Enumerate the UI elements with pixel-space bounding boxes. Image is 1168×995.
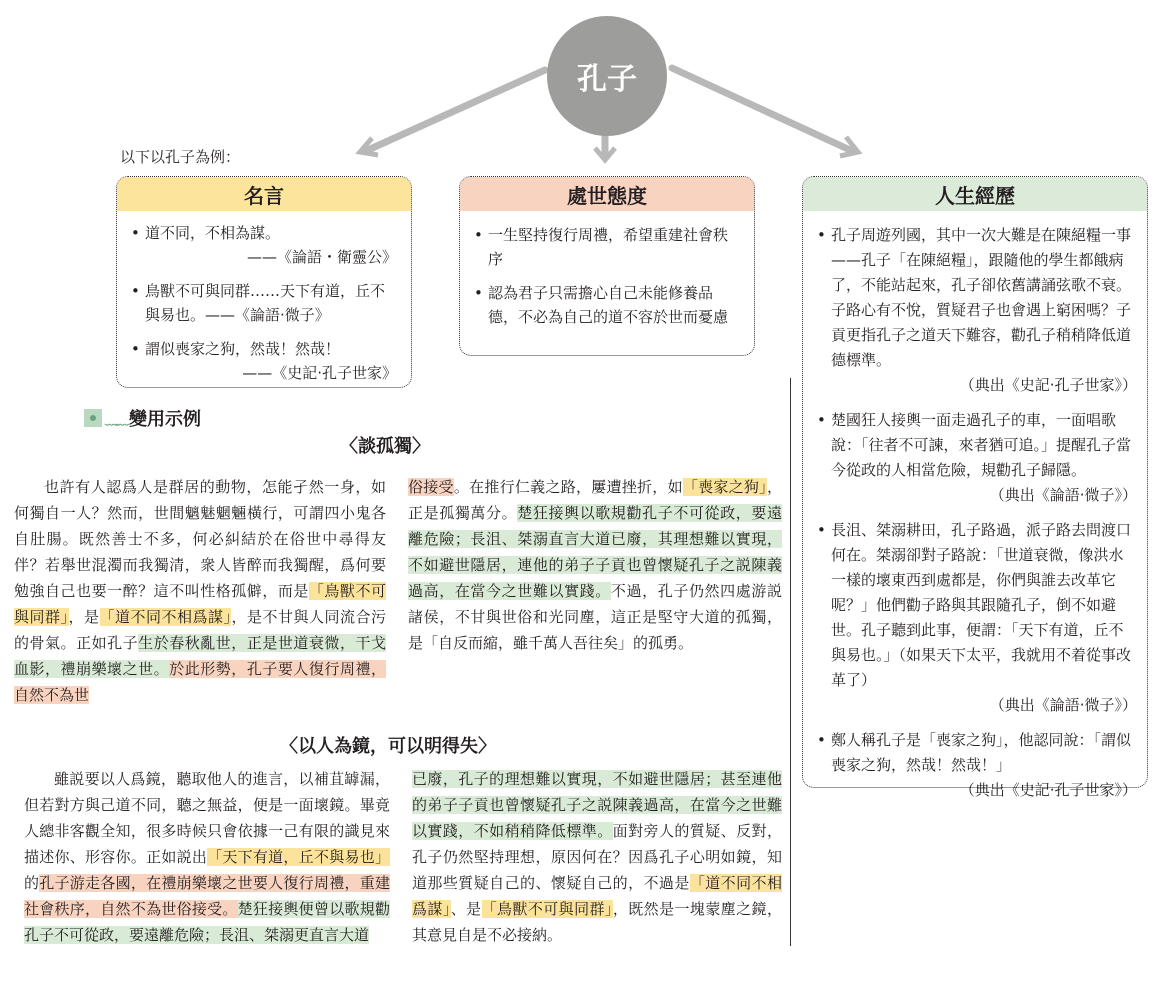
highlight-quote: 「鳥獸不可與同群」 (481, 900, 613, 918)
essay2-column-left: 雖説要以人爲鏡，聽取他人的進言，以補苴罅漏，但若對方與己道不同，聽之無益，便是一面壞鏡。畢竟人總非客觀全知，很多時候只會依據一己有限的識見來描述你、形容你。正如説出「天下有道，丘不與易也」的孔子游走各國，在禮崩樂壞之世要人復行周禮，重建社會秩序，自然不為世俗接受。楚狂接輿便曾以歌規勸孔子不可從政，要遠離危險；長沮、桀溺更直言大道 (24, 770, 390, 944)
highlight-quote: 「天下有道，丘不與易也」 (207, 848, 390, 866)
quote-item: • 道不同，不相為謀。 ——《論語・衛靈公》 (131, 221, 397, 269)
essay1-column-right: 俗接受。在推行仁義之路，屢遭挫折，如「喪家之狗」，正是孤獨萬分。楚狂接輿以歌規勸孔子不可從政，要遠離危險；長沮、桀溺直言大道已廢，其理想難以實現，不如避世隱居，連他的弟子子貢也曾懷疑孔子之説陳義過高，在當今之世難以實踐。不過，孔子仍然四處游説諸侯，不甘與世俗和光同塵，這正是堅守大道的孤獨，是「自反而縮，雖千萬人吾往矣」的孤勇。 (408, 478, 782, 652)
highlight-attitude: 俗接受 (408, 478, 454, 496)
center-topic-title: 孔子 (577, 62, 637, 97)
quote-item: • 鳥獸不可與同群……天下有道，丘不與易也。——《論語‧微子》 (131, 279, 397, 327)
wave-icon: ﹏﹏ (105, 412, 128, 428)
column-divider (790, 378, 791, 946)
highlight-quote: 「鳥獸不可與同群」 (14, 582, 386, 626)
life-item: • 鄭人稱孔子是「喪家之狗」，他認同說：「謂似喪家之狗，然哉！然哉！」 （典出《史記‧孔子世家》） (817, 728, 1137, 803)
life-item: • 孔子周遊列國，其中一次大難是在陳絕糧一事——孔子「在陳絕糧」，跟隨他的學生都餓病了，不能站起來，孔子卻依舊講誦弦歌不衰。子路心有不悅，質疑君子也會遇上窮困嗎？子貢更指孔子之道天下難容，勸孔子稍稍降低道德標準。 （典出《史記‧孔子世家》） (817, 223, 1137, 398)
life-source: （典出《論語‧微子》） (989, 486, 1137, 504)
attitude-card (459, 176, 755, 356)
highlight-attitude: 於此形勢，孔子要人復行周禮，自然不為世 (14, 660, 386, 704)
highlight-quote: 「道不同不相爲謀」 (412, 874, 782, 918)
life-card-title: 人生經歷 (803, 177, 1147, 211)
life-source: （典出《史記‧孔子世家》） (959, 781, 1137, 799)
highlight-quote: 「喪家之狗」 (682, 478, 767, 496)
section-marker-icon (84, 409, 102, 427)
quote-source: ——《史記‧孔子世家》 (242, 364, 397, 382)
highlight-quote: 「道不同不相爲謀」 (99, 608, 232, 626)
attitude-item: • 一生堅持復行周禮，希望重建社會秩序 (474, 223, 742, 271)
intro-text: 以下以孔子為例： (120, 148, 241, 166)
highlight-life: 楚狂接輿以歌規勸孔子不可從政，要遠離危險；長沮、桀溺直言大道已廢，其理想難以實現，不如避世隱居，連他的弟子子貢也曾懷疑孔子之説陳義過高，在當今之世難以實踐。 (408, 504, 782, 600)
essay1-title: 〈談孤獨〉 (340, 436, 430, 457)
quote-item: • 謂似喪家之狗，然哉！然哉！ ——《史記‧孔子世家》 (131, 337, 397, 385)
highlight-attitude: 孔子游走各國，在禮崩樂壞之世要人復行周禮，重建社會秩序，自然不為世俗接受。 (24, 874, 390, 918)
life-source: （典出《史記‧孔子世家》） (959, 376, 1137, 394)
essay1-column-left: 也許有人認爲人是群居的動物，怎能孑然一身，如何獨自一人？然而，世間魑魅魍魎橫行，可謂四小鬼各自肚腸。既然善士不多，何必糾結於在俗世中尋得友伴？若舉世混濁而我獨清，衆人皆醉而我獨醒，爲何要勉強自己也要一醉？這不叫性格孤僻，而是「鳥獸不可與同群」，是「道不同不相爲謀」，是不甘與人同流合污的骨氣。正如孔子生於春秋亂世，正是世道衰微，干戈血影，禮崩樂壞之世。於此形勢，孔子要人復行周禮，自然不為世 (14, 478, 386, 704)
center-topic-circle (547, 16, 667, 136)
highlight-life: 已廢，孔子的理想難以實現，不如避世隱居；甚至連他的弟子子貢也曾懷疑孔子之説陳義過高，在當今之世難以實踐，不如稍稍降低標準。 (412, 770, 782, 840)
quotes-card (116, 176, 412, 388)
essay2-column-right: 已廢，孔子的理想難以實現，不如避世隱居；甚至連他的弟子子貢也曾懷疑孔子之説陳義過高，在當今之世難以實踐，不如稍稍降低標準。面對旁人的質疑、反對，孔子仍然堅持理想，原因何在？因爲孔子心明如鏡，知道那些質疑自己的、懷疑自己的，不過是「道不同不相爲謀」、是「鳥獸不可與同群」，既然是一塊蒙塵之鏡，其意見自是不必接納。 (412, 770, 782, 944)
highlight-life: 楚狂接輿便曾以歌規勸孔子不可從政，要遠離危險；長沮、桀溺更直言大道 (24, 900, 390, 944)
quotes-card-title: 名言 (117, 177, 411, 211)
life-source: （典出《論語‧微子》） (989, 696, 1137, 714)
essay2-title: 〈以人為鏡，可以明得失〉 (280, 736, 496, 757)
attitude-card-title: 處世態度 (460, 177, 754, 211)
life-card (802, 176, 1148, 799)
life-item: • 長沮、桀溺耕田，孔子路過，派子路去問渡口何在。桀溺卻對子路說：「世道衰微，像洪水一樣的壞東西到處都是，你們與誰去改革它呢？」他們勸子路與其跟隨孔子，倒不如避世。孔子聽到此事，便謂：「天下有道，丘不與易也。」（如果天下太平，我就用不着從事改革了） （典出《論語‧微子》） (817, 518, 1137, 718)
highlight-life: 生於春秋亂世，正是世道衰微，干戈血影，禮崩樂壞之世。 (14, 634, 386, 678)
attitude-item: • 認為君子只需擔心自己未能修養品德，不必為自己的道不容於世而憂慮 (474, 281, 742, 329)
example-section-label: ﹏﹏ 變用示例 (84, 405, 201, 431)
life-item: • 楚國狂人接輿一面走過孔子的車，一面唱歌說：「往者不可諫，來者猶可追。」提醒孔子當今從政的人相當危險，規勸孔子歸隱。 （典出《論語‧微子》） (817, 408, 1137, 508)
quote-source: ——《論語・衛靈公》 (246, 248, 397, 266)
